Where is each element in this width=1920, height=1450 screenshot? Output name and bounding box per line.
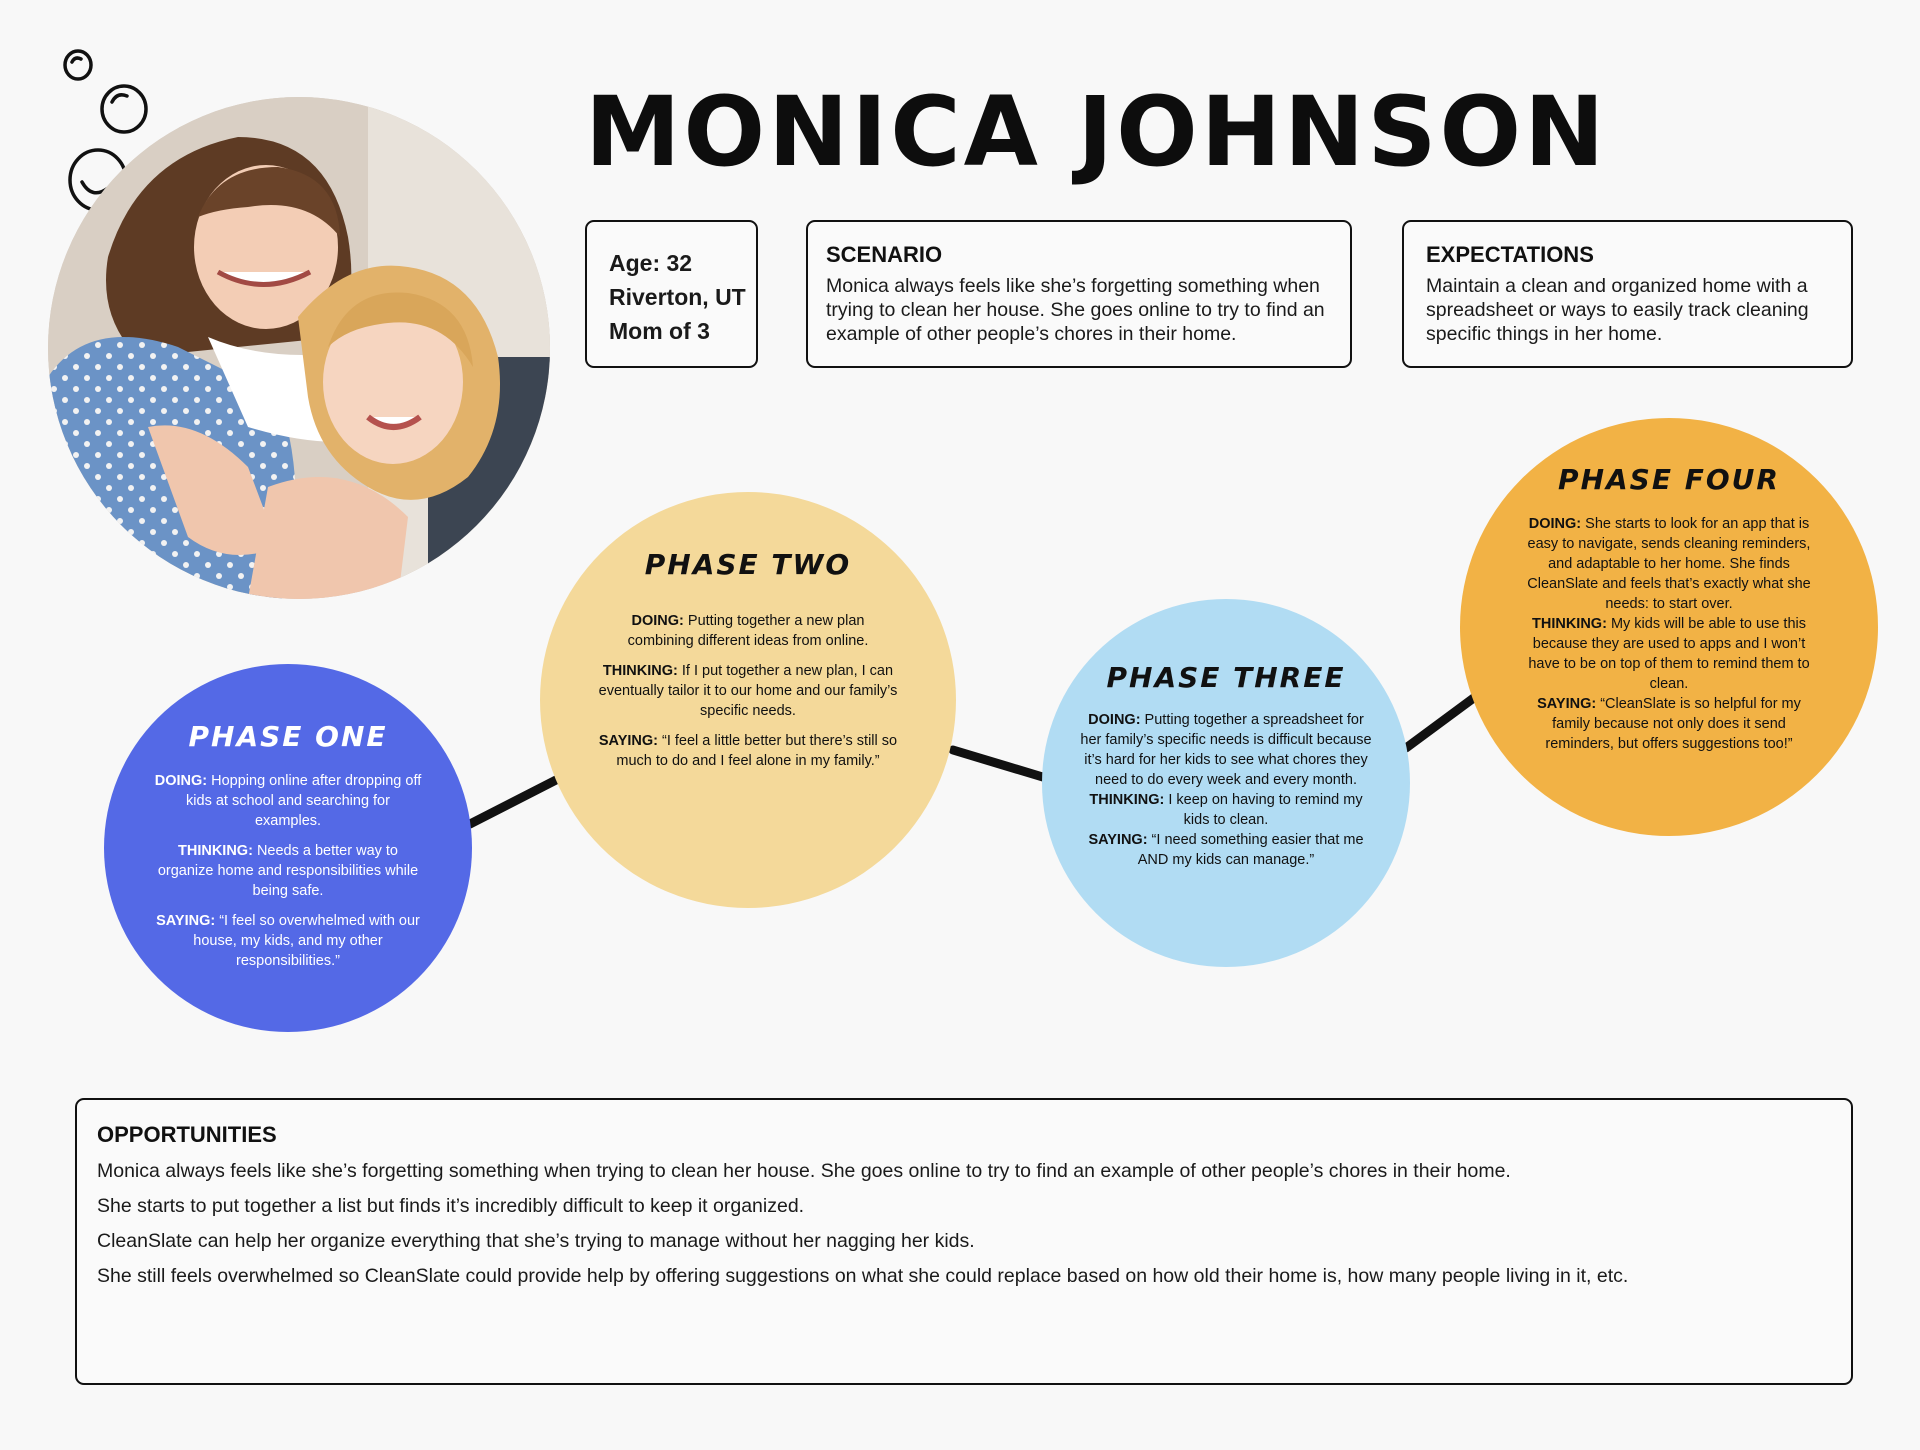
phase-four-text (1520, 514, 1818, 754)
family-text: Mom of 3 (609, 318, 710, 344)
doing-text: Putting together a new plan combining different ideas from online. (627, 613, 869, 649)
opportunity-line: She still feels overwhelmed so CleanSlate could provide help by offering suggestions on what she could replace based on how old their home is, how many people living in it, etc. (97, 1265, 1629, 1287)
doing-text: She starts to look for an app that is easy to navigate, sends cleaning reminders, and adaptable to her home. She finds CleanSlate and feels that’s exactly what she needs: to start over. (1527, 516, 1811, 612)
opportunity-line: CleanSlate can help her organize everything that she’s trying to manage without her nagging her kids. (97, 1230, 975, 1252)
phase-three-circle (1042, 599, 1410, 967)
saying-text: “I feel a little better but there’s still so much to do and I feel alone in my family.” (616, 733, 898, 769)
phase-three-saying (1080, 830, 1372, 870)
phase-two-saying (598, 731, 898, 771)
doing-label: DOING: (154, 773, 208, 789)
phase-one-text (152, 771, 424, 981)
expectations-heading: EXPECTATIONS (1426, 242, 1594, 267)
saying-label: SAYING: (598, 733, 658, 749)
phase-one-title: PHASE ONE (188, 720, 388, 753)
thinking-label: THINKING: (1532, 616, 1607, 632)
doing-label: DOING: (631, 613, 684, 629)
doing-label: DOING: (1088, 712, 1141, 728)
saying-label: SAYING: (1537, 696, 1597, 712)
phase-one-thinking (152, 841, 424, 901)
phase-two-text (598, 611, 898, 781)
thinking-text: Needs a better way to organize home and responsibilities while being safe. (157, 843, 419, 899)
phase-two-circle (540, 492, 956, 908)
phase-three-title: PHASE THREE (1106, 661, 1346, 694)
doing-text: Hopping online after dropping off kids at school and searching for examples. (186, 773, 422, 829)
saying-text: “I need something easier that me AND my kids can manage.” (1137, 832, 1364, 868)
saying-label: SAYING: (156, 913, 216, 929)
persona-name: MONICA JOHNSON (585, 76, 1608, 188)
saying-label: SAYING: (1088, 832, 1148, 848)
opportunities-heading: OPPORTUNITIES (97, 1122, 277, 1147)
connector-one-two (470, 780, 556, 824)
phase-two-doing (598, 611, 898, 651)
thinking-label: THINKING: (602, 663, 678, 679)
doing-label: DOING: (1528, 516, 1582, 532)
thinking-label: THINKING: (178, 843, 253, 859)
phase-one-saying (152, 911, 424, 971)
phase-four-circle (1460, 418, 1878, 836)
opportunity-line: Monica always feels like she’s forgetting something when trying to clean her house. She goes online to try to find an example of other people’s chores in their home. (97, 1160, 1511, 1182)
thinking-text: If I put together a new plan, I can eventually tailor it to our home and our family’s specific needs. (598, 663, 898, 719)
phase-one-doing (152, 771, 424, 831)
phase-four-doing (1520, 514, 1818, 614)
phase-four-thinking (1520, 614, 1818, 694)
age-text: Age: 32 (609, 250, 693, 276)
phase-four-saying (1520, 694, 1818, 754)
phase-two-thinking (598, 661, 898, 721)
phase-three-thinking (1080, 790, 1372, 830)
connector-three-four (1406, 697, 1475, 748)
thinking-label: THINKING: (1089, 792, 1165, 808)
phase-three-doing (1080, 710, 1372, 790)
phase-one-circle (104, 664, 472, 1032)
expectations-text: Maintain a clean and organized home with a spreadsheet or ways to easily track cleaning specific things in her home. (1426, 275, 1809, 345)
scenario-text: Monica always feels like she’s forgetting something when trying to clean her house. She goes online to try to find an example of other people’s chores in their home. (826, 275, 1325, 345)
phase-four-title: PHASE FOUR (1558, 463, 1780, 496)
scenario-heading: SCENARIO (826, 242, 943, 267)
opportunities-box (75, 1098, 1853, 1385)
doing-text: Putting together a spreadsheet for her family’s specific needs is difficult because it’s hard for her kids to see what chores they need to do every week and every month. (1080, 712, 1372, 788)
saying-text: “I feel so overwhelmed with our house, my kids, and my other responsibilities.” (193, 913, 420, 969)
opportunity-line: She starts to put together a list but finds it’s incredibly difficult to keep it organized. (97, 1195, 805, 1217)
connector-two-three (953, 750, 1046, 778)
saying-text: “CleanSlate is so helpful for my family because not only does it send reminders, but offers suggestions too!” (1545, 696, 1801, 752)
thinking-text: My kids will be able to use this because they are used to apps and I won’t have to be on top of them to remind them to clean. (1528, 616, 1810, 692)
location-text: Riverton, UT (609, 284, 746, 310)
phase-two-title: PHASE TWO (644, 548, 852, 581)
phase-three-text (1080, 710, 1372, 870)
thinking-text: I keep on having to remind my kids to clean. (1164, 792, 1363, 828)
